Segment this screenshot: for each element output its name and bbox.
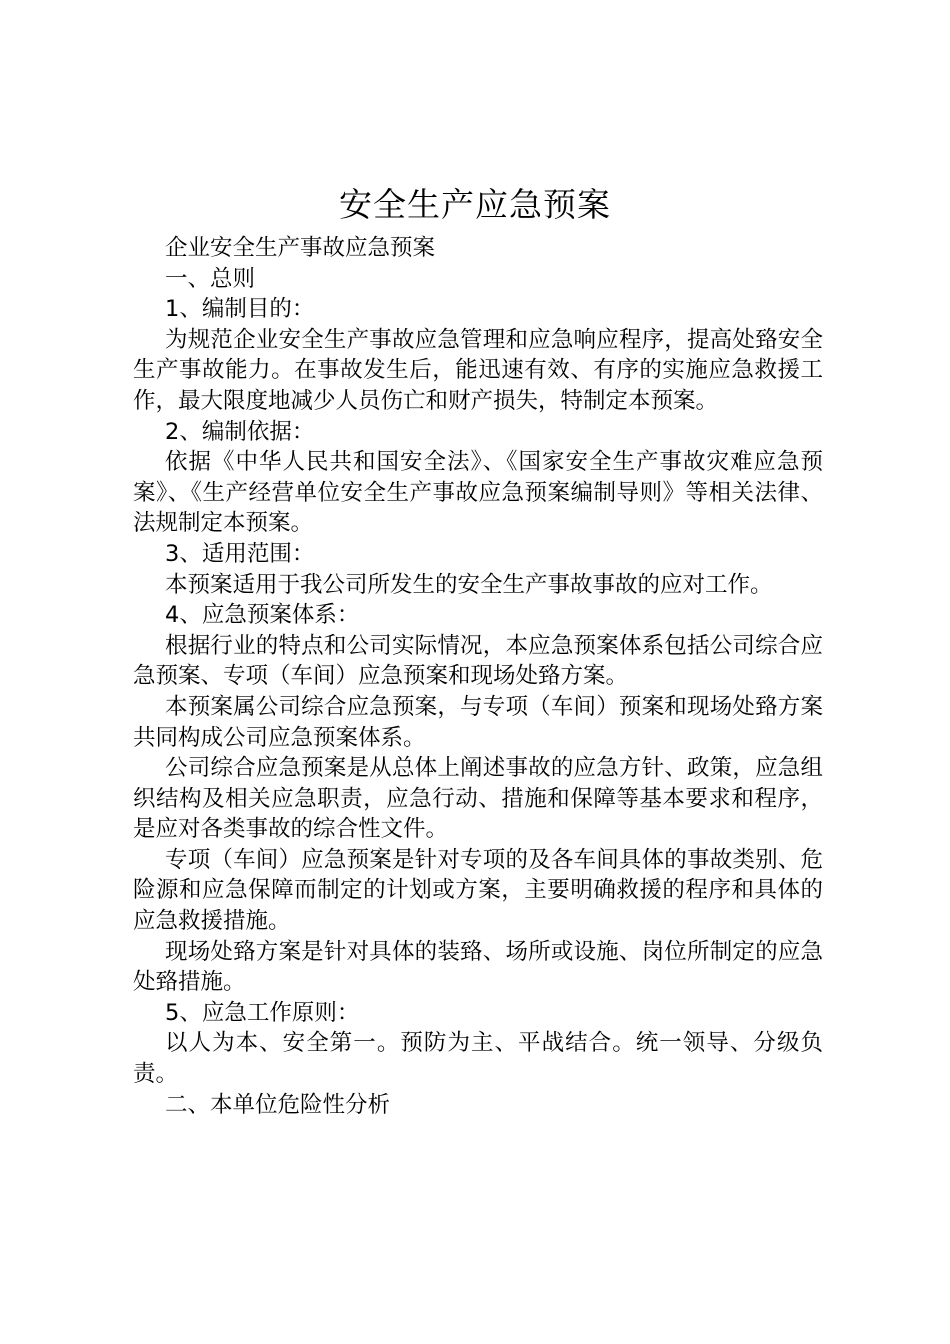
paragraph-system-4: 专项（车间）应急预案是针对专项的及各车间具体的事故类别、危险源和应急保障而制定的计划或方案，主要明确救援的程序和具体的应急救援措施。	[133, 846, 823, 935]
section-heading-general: 一、总则	[165, 265, 256, 292]
subheading-system: 4、应急预案体系：	[165, 602, 360, 629]
document-body	[133, 233, 823, 1120]
subheading-purpose: 1、编制目的：	[165, 296, 315, 323]
paragraph-basis: 依据《中华人民共和国安全法》、《国家安全生产事故灾难应急预案》、《生产经营单位安全生产事故应急预案编制导则》等相关法律、法规制定本预案。	[133, 449, 823, 537]
section-heading-risk-analysis: 二、本单位危险性分析	[165, 1091, 391, 1118]
paragraph-purpose: 为规范企业安全生产事故应急管理和应急响应程序，提高处臵安全生产事故能力。在事故发生后，能迅速有效、有序的实施应急救援工作，最大限度地减少人员伤亡和财产损失，特制定本预案。	[133, 326, 823, 414]
paragraph-scope: 本预案适用于我公司所发生的安全生产事故事故的应对工作。	[165, 571, 773, 598]
subheading-basis: 2、编制依据：	[165, 418, 315, 445]
paragraph-system-1: 根据行业的特点和公司实际情况，本应急预案体系包括公司综合应急预案、专项（车间）应急预案和现场处臵方案。	[133, 632, 823, 690]
subheading-principles: 5、应急工作原则：	[165, 999, 360, 1026]
paragraph-subtitle: 企业安全生产事故应急预案	[165, 235, 436, 261]
paragraph-system-3: 公司综合应急预案是从总体上阐述事故的应急方针、政策，应急组织结构及相关应急职责，应急行动、措施和保障等基本要求和程序，是应对各类事故的综合性文件。	[133, 755, 823, 843]
paragraph-system-2: 本预案属公司综合应急预案，与专项（车间）预案和现场处臵方案共同构成公司应急预案体系。	[133, 693, 823, 751]
subheading-scope: 3、适用范围：	[165, 540, 315, 567]
document-title: 安全生产应急预案	[339, 185, 611, 224]
paragraph-system-5: 现场处臵方案是针对具体的装臵、场所或设施、岗位所制定的应急处臵措施。	[133, 938, 823, 996]
paragraph-principles: 以人为本、安全第一。预防为主、平战结合。统一领导、分级负责。	[133, 1030, 823, 1088]
